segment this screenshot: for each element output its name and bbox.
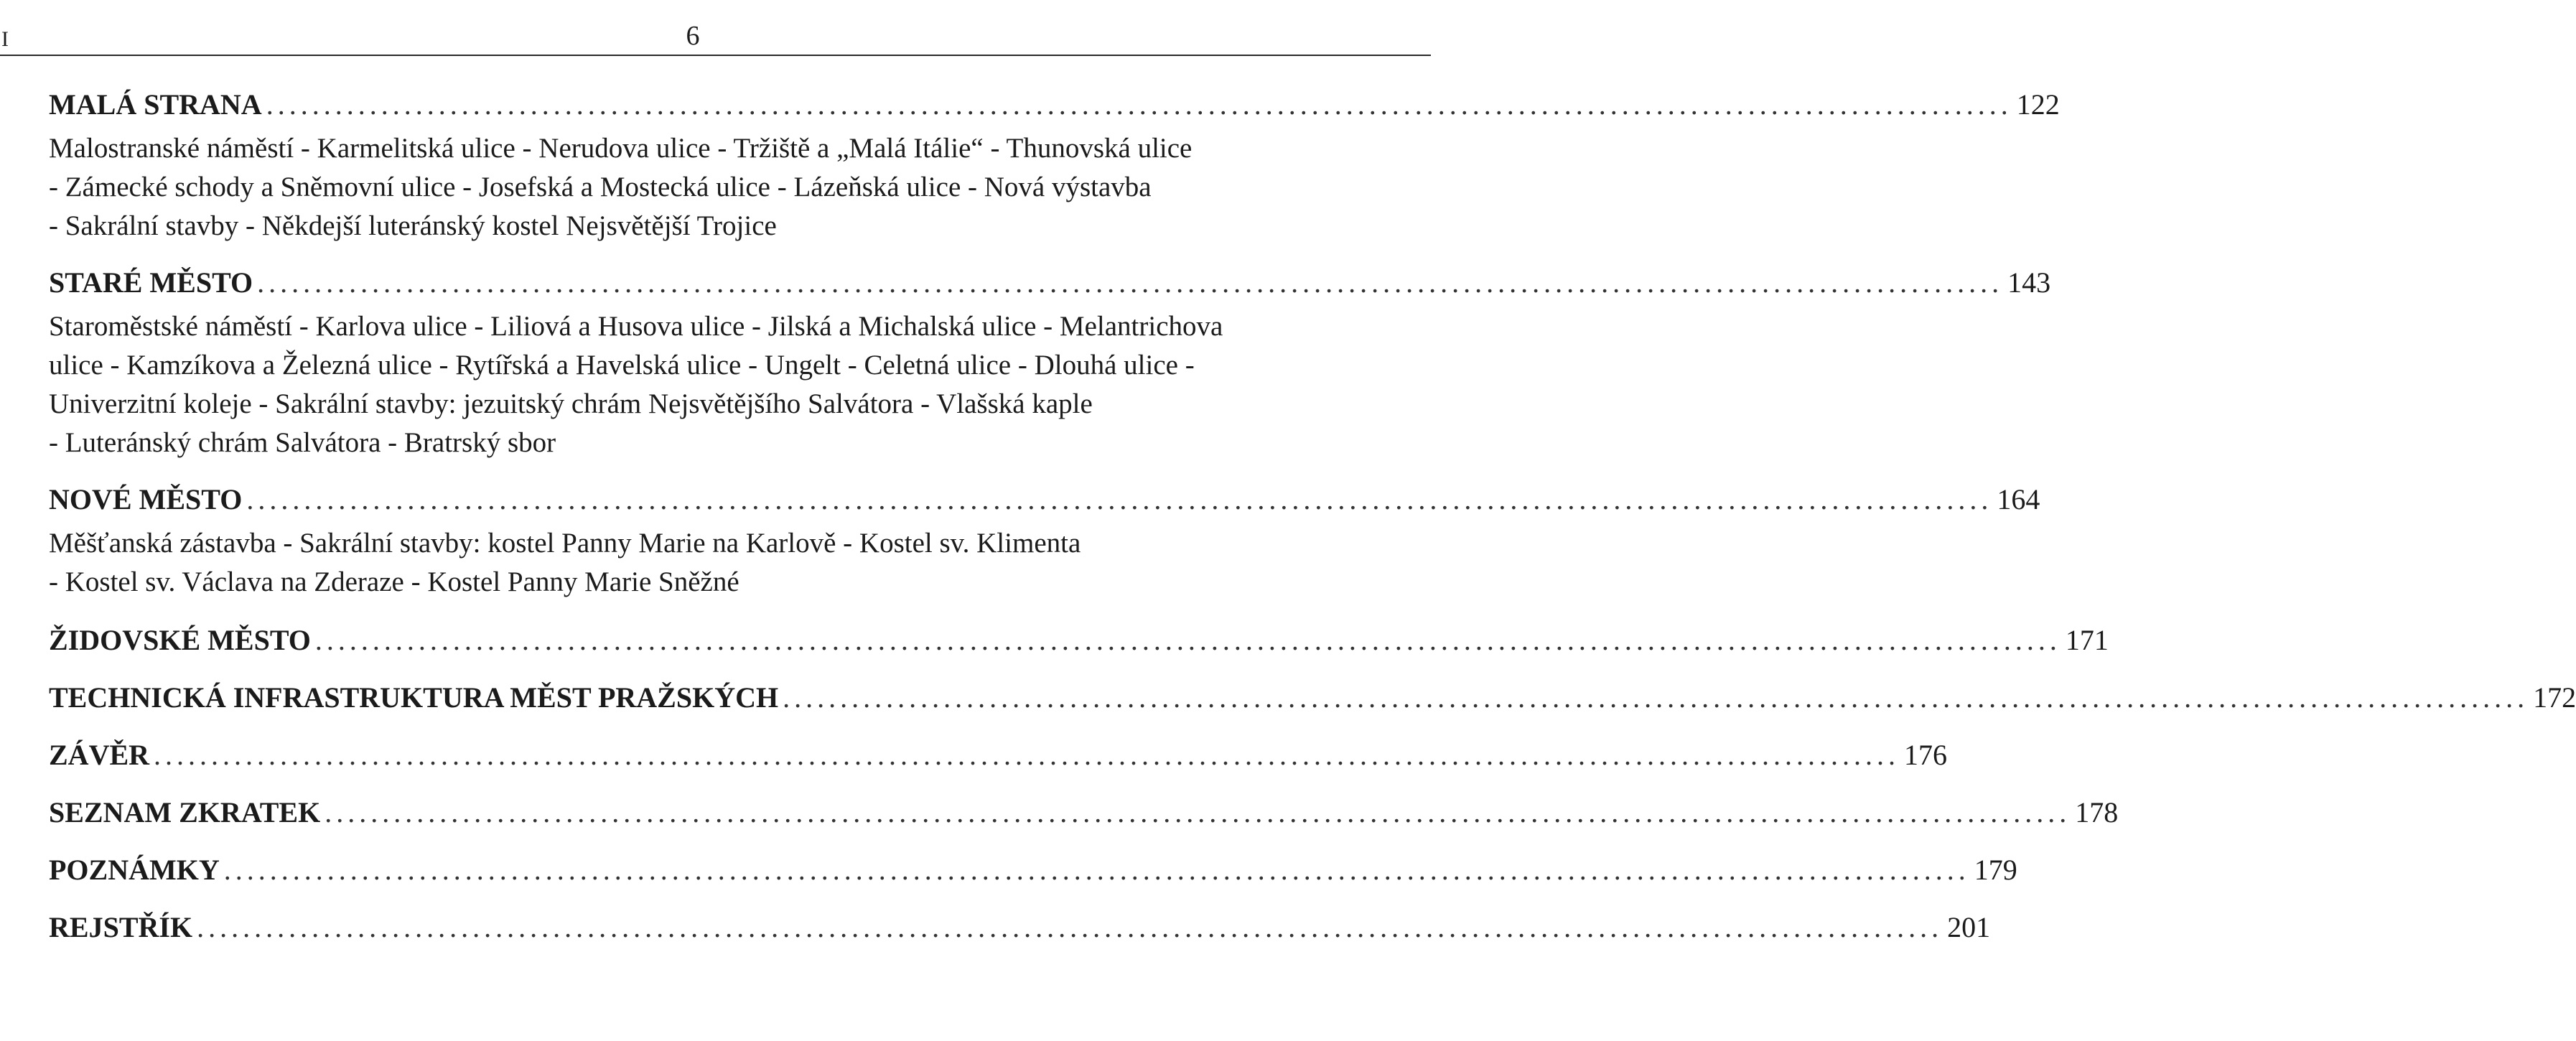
dot-leader: ........................................................................................................................................................ [257,266,2004,299]
table-of-contents [49,86,2576,946]
dot-leader: ........................................................................................................................................................ [266,88,2012,121]
toc-entry-page: 179 [1974,854,2017,886]
toc-entry-heading [49,264,2051,302]
toc-entry-page: 164 [1997,483,2040,515]
subtopic-line: Malostranské náměstí - Karmelitská ulice - Nerudova ulice - Tržiště a „Malá Itálie“ - Thunovská ulice [49,133,1193,164]
subtopic-line: - Luteránský chrám Salvátora - Bratrský sbor [49,427,556,458]
toc-entry-heading [49,794,2119,831]
page-header [0,0,1431,57]
toc-entry-page: 172 [2533,681,2576,714]
toc-entry-subtopics [49,307,1327,462]
subtopic-line: Univerzitní koleje - Sakrální stavby: jezuitský chrám Nejsvětějšího Salvátora - Vlašská kaple [49,388,1093,419]
subtopic-line: - Zámecké schody a Sněmovní ulice - Josefská a Mostecká ulice - Lázeňská ulice - Nová výstavba [49,172,1152,202]
toc-entry-page: 171 [2065,624,2109,656]
header-rule [0,55,1431,56]
toc-entry-heading [49,737,1948,774]
dot-leader: ........................................................................................................................................................ [325,796,2071,828]
toc-entry-subtopics [49,129,1327,246]
toc-entry-zidovske-mesto [49,622,2109,659]
toc-entry-page: 201 [1947,911,1991,943]
toc-entry-rejstrik [49,909,1991,946]
toc-entry-page: 176 [1904,739,1948,771]
subtopic-line: ulice - Kamzíkova a Železná ulice - Rytířská a Havelská ulice - Ungelt - Celetná ulice - Dlouhá ulice - [49,350,1195,381]
toc-entry-zaver [49,737,1948,774]
toc-entry-mala-strana [49,86,2060,246]
toc-entry-title: ŽIDOVSKÉ MĚSTO [49,624,311,656]
dot-leader: ........................................................................................................................................................ [154,739,1900,771]
dot-leader: ........................................................................................................................................................ [246,483,1993,515]
toc-entry-title: POZNÁMKY [49,854,220,886]
toc-entry-heading [49,86,2060,123]
toc-entry-title: SEZNAM ZKRATEK [49,796,321,828]
toc-entry-page: 178 [2075,796,2119,828]
toc-entry-seznam-zkratek [49,794,2119,831]
toc-entry-heading [49,679,2576,716]
toc-entry-title: REJSTŘÍK [49,911,193,943]
subtopic-line: Měšťanská zástavba - Sakrální stavby: kostel Panny Marie na Karlově - Kostel sv. Klimenta [49,528,1081,559]
toc-entry-page: 122 [2016,88,2060,121]
subtopic-line: Staroměstské náměstí - Karlova ulice - Liliová a Husova ulice - Jilská a Michalská ulice - Melantrichova [49,311,1223,342]
toc-entry-subtopics [49,524,1327,602]
toc-entry-heading [49,909,1991,946]
dot-leader: ........................................................................................................................................................ [223,854,1970,886]
toc-entry-page: 143 [2007,266,2051,299]
dot-leader: ........................................................................................................................................................ [783,681,2529,714]
toc-entry-stare-mesto [49,264,2051,462]
toc-entry-title: TECHNICKÁ INFRASTRUKTURA MĚST PRAŽSKÝCH [49,681,779,714]
toc-entry-heading [49,851,2017,889]
subtopic-line: - Kostel sv. Václava na Zderaze - Kostel Panny Marie Sněžné [49,566,739,597]
toc-entry-title: STARÉ MĚSTO [49,266,253,299]
subtopic-line: - Sakrální stavby - Někdejší luteránský kostel Nejsvětější Trojice [49,210,777,241]
toc-entry-title: MALÁ STRANA [49,88,262,121]
toc-entry-title: NOVÉ MĚSTO [49,483,243,515]
toc-entry-poznamky [49,851,2017,889]
toc-entry-title: ZÁVĚR [49,739,150,771]
toc-entry-heading [49,622,2109,659]
toc-entry-nove-mesto [49,481,2040,602]
dot-leader: ........................................................................................................................................................ [314,624,2061,656]
dot-leader: ........................................................................................................................................................ [197,911,1943,943]
page-number: 6 [686,21,700,51]
toc-entry-technicka-infrastruktura [49,679,2576,716]
margin-mark: I [1,27,9,51]
toc-entry-heading [49,481,2040,518]
